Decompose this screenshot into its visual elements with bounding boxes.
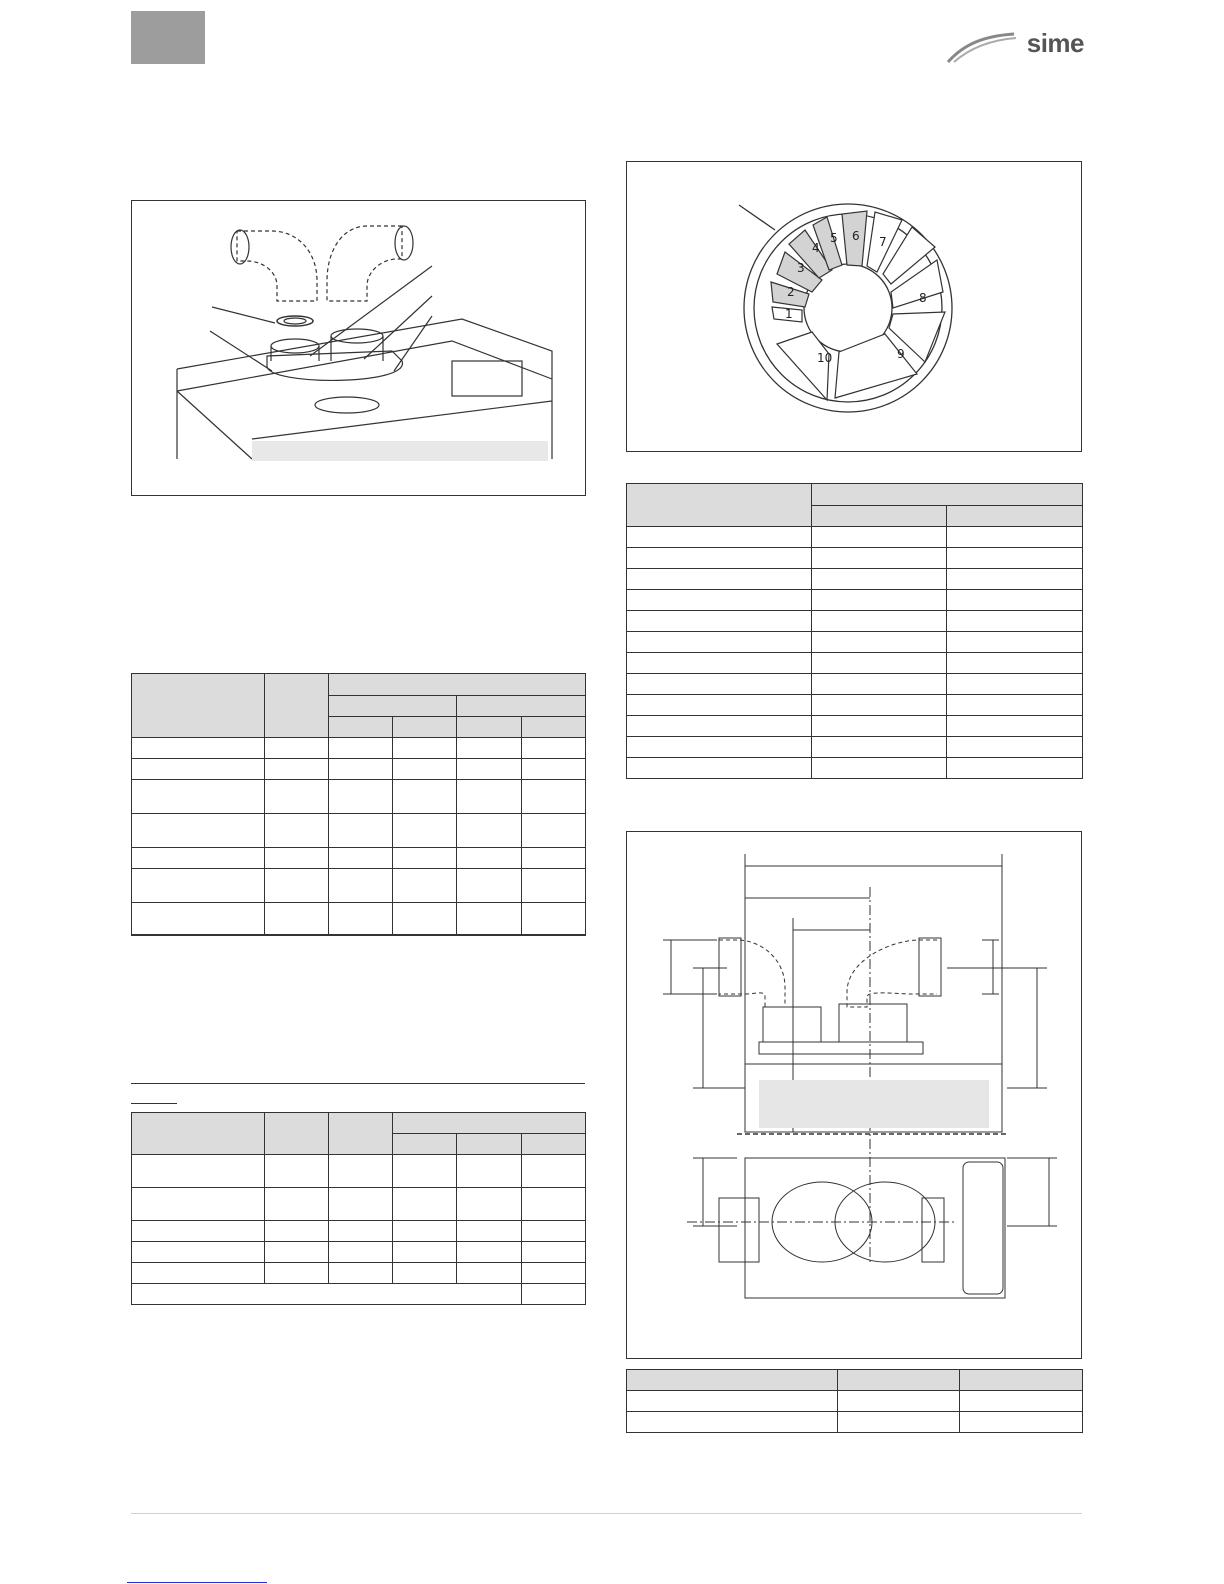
table-header-cell (627, 484, 812, 527)
dial-label-8: 8 (919, 291, 927, 305)
table-accessories (131, 1112, 586, 1305)
dial-label-2: 2 (787, 285, 795, 299)
section-tab (131, 11, 205, 64)
table-row (132, 1242, 586, 1263)
table-row (627, 569, 1083, 590)
dial-label-10: 10 (817, 351, 833, 365)
table-header-cell (457, 1134, 522, 1155)
flue-kit-drawing (132, 201, 585, 495)
table-header-cell (393, 1134, 457, 1155)
table-header-cell (960, 1370, 1083, 1391)
table-row (132, 1284, 586, 1305)
dial-label-9: 9 (897, 347, 905, 361)
section-rule (131, 1083, 585, 1084)
table-row (132, 814, 586, 848)
table-row (627, 758, 1083, 779)
table-row (132, 1263, 586, 1284)
table-header-cell (627, 1370, 838, 1391)
table-header-cell (132, 1113, 265, 1155)
table-header-cell (329, 1113, 393, 1155)
table-header-cell (522, 717, 586, 738)
table-header-cell (329, 717, 393, 738)
table-row (627, 716, 1083, 737)
dial-label-6: 6 (852, 229, 860, 243)
table-header-cell (329, 696, 457, 717)
table-row (132, 848, 586, 869)
dial-label-1: 1 (785, 307, 793, 321)
dial-label-5: 5 (830, 231, 838, 245)
table-header-cell (812, 484, 1083, 506)
table-header-cell (812, 506, 947, 527)
table-header-cell (132, 674, 265, 738)
table-row (627, 695, 1083, 716)
table-row (132, 903, 586, 935)
table-row (627, 1391, 1083, 1412)
table-row (132, 1155, 586, 1188)
table-row (132, 780, 586, 814)
dial-label-4: 4 (812, 241, 820, 255)
footer-rule (131, 1513, 1082, 1514)
table-header-cell (457, 696, 586, 717)
table-row (132, 1221, 586, 1242)
table-header-cell (393, 1113, 586, 1134)
table-dial-settings (626, 483, 1083, 779)
table-row (627, 611, 1083, 632)
table-dimensions (626, 1369, 1083, 1433)
figure-flue-kit (131, 200, 586, 496)
table-header-cell (457, 717, 522, 738)
table-row (132, 738, 586, 759)
table-header-cell (265, 674, 329, 738)
table-header-cell (393, 717, 457, 738)
sime-logo (944, 26, 1084, 66)
damper-dial-drawing (627, 162, 1081, 451)
table-row (132, 1188, 586, 1221)
table-row (132, 869, 586, 903)
table-row (627, 590, 1083, 611)
table-header-cell (947, 506, 1083, 527)
table-row (627, 653, 1083, 674)
table-row (132, 759, 586, 780)
table-header-cell (329, 674, 586, 696)
table-flue-lengths (131, 673, 586, 936)
dimension-drawing (627, 832, 1081, 1358)
table-row (627, 548, 1083, 569)
dial-label-3: 3 (797, 261, 805, 275)
table-header-cell (522, 1134, 586, 1155)
table-row (627, 737, 1083, 758)
footer-link-underline[interactable] (127, 1582, 267, 1583)
table-header-cell (265, 1113, 329, 1155)
figure-damper-dial (626, 161, 1082, 452)
table-header-cell (838, 1370, 960, 1391)
figure-dimensions (626, 831, 1082, 1359)
section-rule-short (131, 1103, 177, 1104)
brand-wordmark: sime (1026, 28, 1084, 58)
table-row (627, 632, 1083, 653)
dial-label-7: 7 (879, 235, 887, 249)
table-row (627, 1412, 1083, 1433)
table-row (627, 674, 1083, 695)
table-row (627, 527, 1083, 548)
